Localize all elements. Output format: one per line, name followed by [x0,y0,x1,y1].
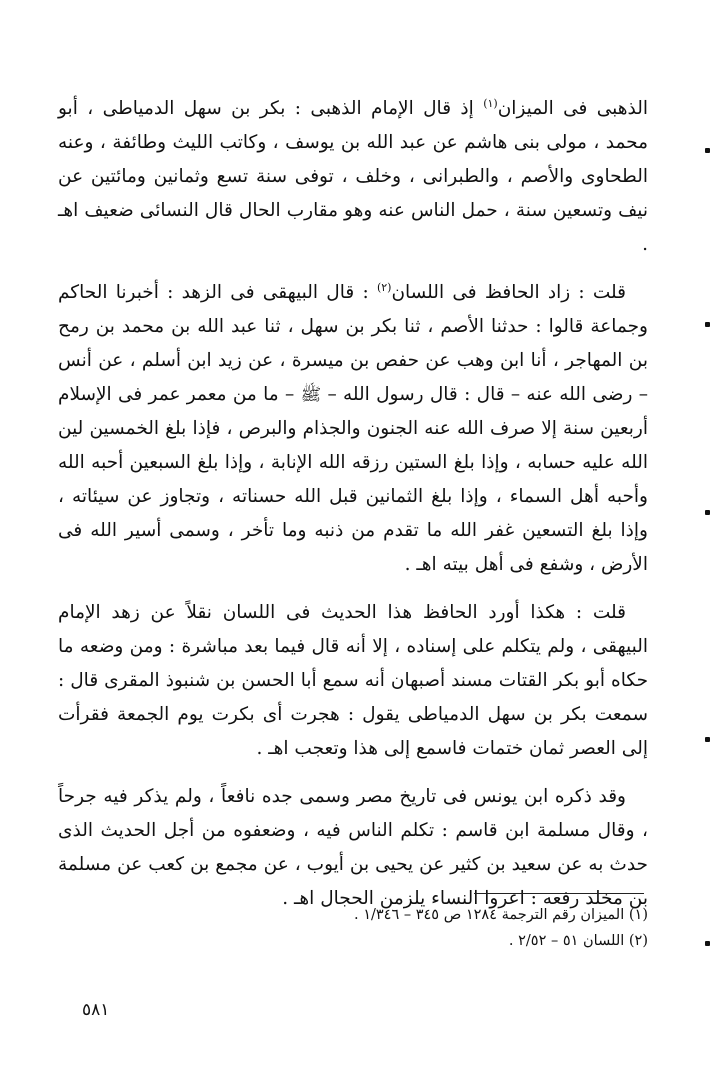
scan-edge-mark [705,322,710,327]
scan-edge-mark [705,510,710,515]
paragraph-3 [58,596,648,766]
footnote-2: (٢) اللسان ٥١ – ٢/٥٢ . [508,933,648,949]
footnote-separator [474,893,644,894]
paragraph-4-text: وقد ذكره ابن يونس فى تاريخ مصر وسمى جده نافعاً ، ولم يذكر فيه جرحاً ، وقال مسلمة ابن قاسم : تكلم الناس فيه ، وضعفوه من أجل الحديث الذى حدث به عن سعيد بن كثير عن يحيى بن أيوب ، عن مجمع بن كعب عن مسلمة بن مخلد رفعه : اعروا النساء يلزمن الحجال اهـ . [58,786,648,909]
paragraph-1-text-a: الذهبى فى الميزان [497,98,648,119]
page-number: ٥٨١ [82,1000,110,1020]
scan-edge-mark [705,148,710,153]
footnote-ref-2: (٢) [376,280,392,294]
paragraph-2-text-c: – ما من معمر عمر فى الإسلام أربعين سنة إلا صرف الله عنه الجنون والجذام والبرص ، فإذا بلغ الخمسين لين الله عليه حسابه ، وإذا بلغ الستين رزقه الله الإنابة ، وإذا بلغ السبعين أحبه الله وأحبه أهل السماء ، وإذا بلغ الثمانين قبل الله حسناته ، وتجاوز عن سيئاته ، وإذا بلغ التسعين غفر الله ما تقدم من ذنبه وما تأخر ، وسمى أسير الله فى الأرض ، وشفع فى أهل بيته اهـ . [58,384,648,575]
scan-edge-mark [705,941,710,946]
salutation-glyph: ﷺ [300,385,322,405]
paragraph-2-text-b: : قال البيهقى فى الزهد : أخبرنا الحاكم وجماعة قالوا : حدثنا الأصم ، ثنا بكر بن سهل ، ثنا عبد الله بن محمد بن رمح بن المهاجر ، أنا ابن وهب عن حفص بن ميسرة ، عن زيد ابن أسلم ، عن أنس – رضى الله عنه – قال : قال رسول الله – [58,282,648,405]
main-text [58,92,648,930]
paragraph-4 [58,780,648,916]
paragraph-3-text: قلت : هكذا أورد الحافظ هذا الحديث فى اللسان نقلاً عن زهد الإمام البيهقى ، ولم يتكلم على إسناده ، إلا أنه قال فيما بعد مباشرة : ومن وضعه ما حكاه أبو بكر القتات مسند أصبهان أنه سمع أبا الحسن بن شنبوذ المقرى قال : سمعت بكر بن سهل الدمياطى يقول : هجرت أى بكرت يوم الجمعة فقرأت إلى العصر ثمان ختمات فاسمع إلى هذا وتعجب اهـ . [58,602,648,759]
footnote-ref-1: (١) [483,96,498,110]
paragraph-2-text-a: قلت : زاد الحافظ فى اللسان [391,282,626,303]
paragraph-1 [58,92,648,262]
footnotes [58,902,648,954]
paragraph-1-text-b: إذ قال الإمام الذهبى : بكر بن سهل الدمياطى ، أبو محمد ، مولى بنى هاشم عن عبد الله بن يوسف ، وكاتب الليث وطائفة ، وعنه الطحاوى والأصم ، والطبرانى ، وخلف ، توفى سنة تسع وثمانين ومائتين عن نيف وتسعين سنة ، حمل الناس عنه وهو مقارب الحال قال النسائى ضعيف اهـ . [58,98,648,255]
paragraph-2 [58,276,648,582]
scan-edge-mark [705,737,710,742]
footnote-1: (١) الميزان رقم الترجمة ١٢٨٤ ص ٣٤٥ – ١/٣٤٦ . [354,907,648,923]
